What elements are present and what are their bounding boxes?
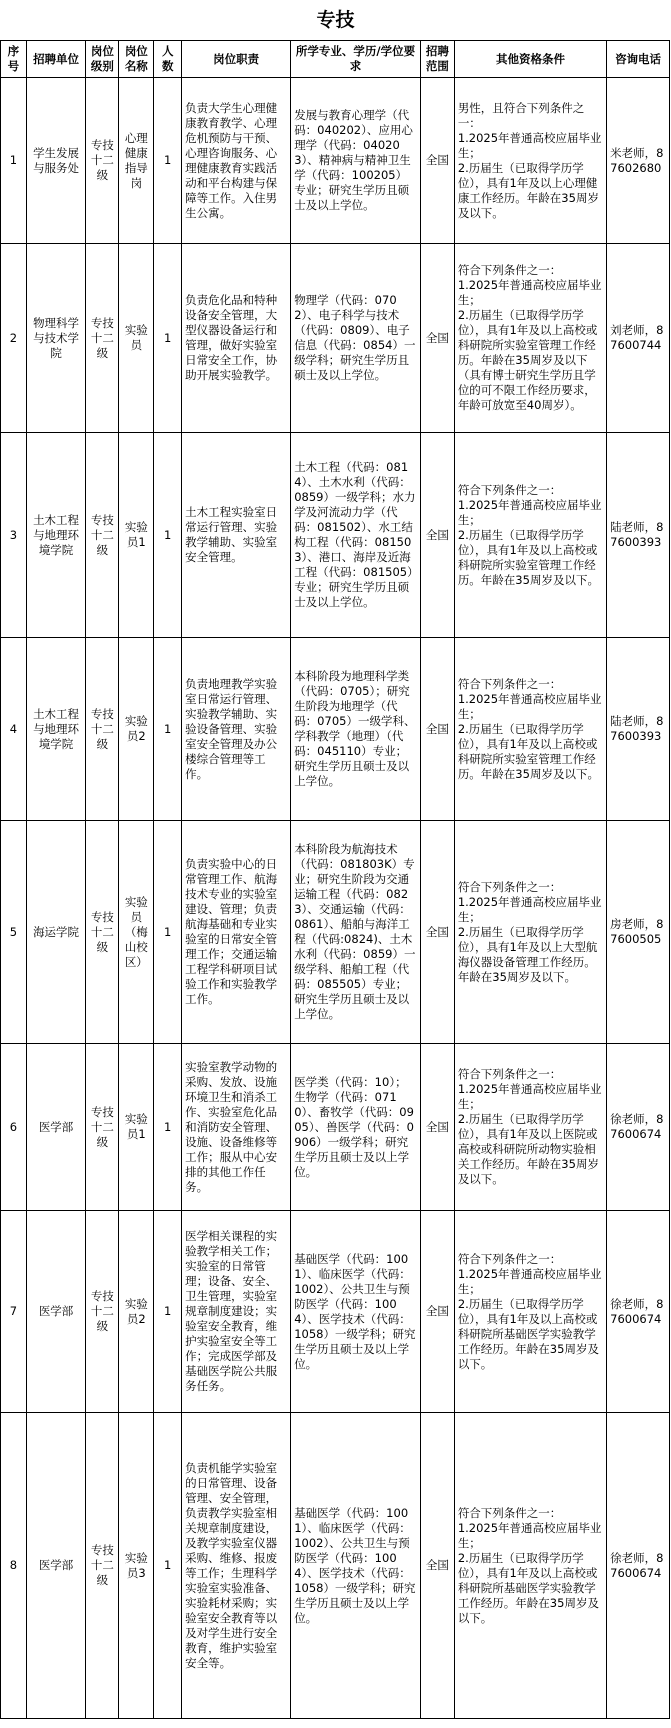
cell-count: 1 [154,433,182,638]
cell-major: 基础医学（代码：1001）、临床医学（代码：1002）、公共卫生与预防医学（代码：1004）、医学技术（代码：1058）一级学科；研究生学历且硕士及以上学位。 [291,1211,421,1413]
table-row [1,1211,670,1413]
cell-no: 4 [1,638,27,821]
cell-position: 实验员2 [119,638,154,821]
cell-level: 专技十二级 [86,821,119,1044]
cell-other: 男性，且符合下列条件之一： 1.2025年普通高校应届毕业生； 2.历届生（已取得学历学位），具有1年及以上心理健康工作经历。年龄在35周岁及以下。 [454,78,606,244]
cell-count: 1 [154,1413,182,1719]
cell-contact: 刘老师，87600744 [607,244,670,433]
table-header-row [1,41,670,78]
cell-contact: 徐老师，87600674 [607,1211,670,1413]
cell-position: 实验员1 [119,1044,154,1211]
table-row [1,78,670,244]
cell-no: 5 [1,821,27,1044]
table-row [1,638,670,821]
cell-count: 1 [154,244,182,433]
cell-contact: 房老师，87600505 [607,821,670,1044]
cell-count: 1 [154,78,182,244]
cell-level: 专技十二级 [86,1211,119,1413]
cell-position: 实验员1 [119,433,154,638]
cell-scope: 全国 [420,244,454,433]
header-position: 岗位名称 [119,41,154,78]
header-count: 人数 [154,41,182,78]
cell-major: 医学类（代码：10）；生物学（代码：0710）、畜牧学（代码：0905）、兽医学（代码：0906）一级学科；研究生学历且硕士及以上学位。 [291,1044,421,1211]
table-row [1,1044,670,1211]
header-major: 所学专业、学历/学位要求 [291,41,421,78]
cell-unit: 物理科学与技术学院 [26,244,86,433]
cell-scope: 全国 [420,821,454,1044]
cell-duty: 医学相关课程的实验教学相关工作；实验室的日常管理；设备、安全、卫生管理，实验室规章制度建设；实验室安全教育，维护实验室安全等工作；完成医学部及基础医学院公共服务任务。 [182,1211,291,1413]
cell-scope: 全国 [420,433,454,638]
cell-scope: 全国 [420,78,454,244]
table-row [1,1413,670,1719]
cell-unit: 土木工程与地理环境学院 [26,433,86,638]
cell-major: 本科阶段为地理科学类（代码：0705）；研究生阶段为地理学（代码：0705）一级学科、学科教学（地理）（代码：045110）专业；研究生学历且硕士及以上学位。 [291,638,421,821]
cell-duty: 土木工程实验室日常运行管理、实验教学辅助、实验室安全管理。 [182,433,291,638]
cell-major: 物理学（代码：0702）、电子科学与技术（代码：0809）、电子信息（代码：0854）一级学科；研究生学历且硕士及以上学位。 [291,244,421,433]
cell-count: 1 [154,1044,182,1211]
cell-duty: 负责大学生心理健康教育教学、心理危机预防与干预、心理咨询服务、心理健康教育实践活动和平台构建与保障等工作。入住男生公寓。 [182,78,291,244]
cell-level: 专技十二级 [86,244,119,433]
cell-contact: 徐老师，87600674 [607,1413,670,1719]
header-level: 岗位级别 [86,41,119,78]
header-contact: 咨询电话 [607,41,670,78]
header-scope: 招聘范围 [420,41,454,78]
cell-unit: 医学部 [26,1413,86,1719]
cell-major: 本科阶段为航海技术（代码：081803K）专业；研究生阶段为交通运输工程（代码：0823）、交通运输（代码：0861）、船舶与海洋工程（代码:0824)、土木水利（代码：0859）一级学科、船舶工程（代码：085505）专业；研究生学历且硕士及以上学位。 [291,821,421,1044]
cell-duty: 负责实验中心的日常管理工作、航海技术专业的实验室建设、管理；负责航海基础和专业实验室的日常安全管理工作；交通运输工程学科研项目试验工作和实验教学工作。 [182,821,291,1044]
cell-unit: 学生发展与服务处 [26,78,86,244]
table-row [1,244,670,433]
cell-no: 8 [1,1413,27,1719]
cell-duty: 负责机能学实验室的日常管理、设备管理、安全管理，负责教学实验室相关规章制度建设，及教学实验室仪器采购、维修、报废等工作；生理科学实验室实验准备、实验耗材采购；实验室安全教育等以及对学生进行安全教育，维护实验室安全等。 [182,1413,291,1719]
cell-other: 符合下列条件之一： 1.2025年普通高校应届毕业生； 2.历届生（已取得学历学位），具有1年及以上高校或科研院所实验室管理工作经历。年龄在35周岁及以下。 [454,638,606,821]
cell-contact: 徐老师，87600674 [607,1044,670,1211]
recruitment-table [0,40,670,1719]
cell-position: 心理健康指导岗 [119,78,154,244]
cell-major: 发展与教育心理学（代码：040202）、应用心理学（代码：040203）、精神病与精神卫生学（代码：100205）专业；研究生学历且硕士及以上学位。 [291,78,421,244]
header-unit: 招聘单位 [26,41,86,78]
cell-other: 符合下列条件之一： 1.2025年普通高校应届毕业生； 2.历届生（已取得学历学位），具有1年及以上高校或科研院所实验室管理工作经历。年龄在35周岁及以下（具有博士研究生学历且学位的可不限工作经历要求，年龄可放宽至40周岁）。 [454,244,606,433]
cell-count: 1 [154,821,182,1044]
cell-position: 实验员2 [119,1211,154,1413]
cell-major: 基础医学（代码：1001）、临床医学（代码：1002）、公共卫生与预防医学（代码：1004）、医学技术（代码：1058）一级学科；研究生学历且硕士及以上学位。 [291,1413,421,1719]
cell-count: 1 [154,638,182,821]
cell-position: 实验员3 [119,1413,154,1719]
cell-unit: 医学部 [26,1211,86,1413]
cell-level: 专技十二级 [86,638,119,821]
page-title: 专技 [316,9,355,31]
cell-scope: 全国 [420,1413,454,1719]
cell-no: 7 [1,1211,27,1413]
cell-unit: 土木工程与地理环境学院 [26,638,86,821]
cell-duty: 负责危化品和特种设备安全管理，大型仪器设备运行和管理，做好实验室日常安全工作，协助开展实验教学。 [182,244,291,433]
cell-position: 实验员（梅山校区） [119,821,154,1044]
cell-contact: 米老师，87602680 [607,78,670,244]
cell-other: 符合下列条件之一： 1.2025年普通高校应届毕业生； 2.历届生（已取得学历学位），具有1年及以上医院或高校或科研院所动物实验相关工作经历。年龄在35周岁及以下。 [454,1044,606,1211]
cell-contact: 陆老师，87600393 [607,638,670,821]
cell-position: 实验员 [119,244,154,433]
cell-no: 1 [1,78,27,244]
cell-scope: 全国 [420,638,454,821]
cell-unit: 海运学院 [26,821,86,1044]
cell-no: 2 [1,244,27,433]
cell-level: 专技十二级 [86,78,119,244]
cell-no: 3 [1,433,27,638]
cell-duty: 负责地理教学实验室日常运行管理、实验教学辅助、实验设备管理、实验室安全管理及办公楼综合管理等工作。 [182,638,291,821]
cell-major: 土木工程（代码：0814）、土木水利（代码：0859）一级学科；水力学及河流动力学（代码：081502）、水工结构工程（代码：081503）、港口、海岸及近海工程（代码：081505）专业；研究生学历且硕士及以上学位。 [291,433,421,638]
cell-contact: 陆老师，87600393 [607,433,670,638]
table-row [1,433,670,638]
cell-level: 专技十二级 [86,1044,119,1211]
cell-other: 符合下列条件之一： 1.2025年普通高校应届毕业生； 2.历届生（已取得学历学位），具有1年及以上大型航海仪器设备管理工作经历。年龄在35周岁及以下。 [454,821,606,1044]
cell-duty: 实验室教学动物的采购、发放、设施环境卫生和消杀工作、实验室危化品和消防安全管理、设施、设备维修等工作；服从中心安排的其他工作任务。 [182,1044,291,1211]
header-no: 序号 [1,41,27,78]
header-duty: 岗位职责 [182,41,291,78]
cell-unit: 医学部 [26,1044,86,1211]
cell-other: 符合下列条件之一： 1.2025年普通高校应届毕业生； 2.历届生（已取得学历学位），具有1年及以上高校或科研院所实验室管理工作经历。年龄在35周岁及以下。 [454,433,606,638]
header-other: 其他资格条件 [454,41,606,78]
cell-other: 符合下列条件之一： 1.2025年普通高校应届毕业生； 2.历届生（已取得学历学位），具有1年及以上高校或科研院所基础医学实验教学工作经历。年龄在35周岁及以下。 [454,1413,606,1719]
cell-level: 专技十二级 [86,1413,119,1719]
cell-scope: 全国 [420,1044,454,1211]
table-row [1,821,670,1044]
cell-level: 专技十二级 [86,433,119,638]
cell-count: 1 [154,1211,182,1413]
cell-other: 符合下列条件之一： 1.2025年普通高校应届毕业生； 2.历届生（已取得学历学位），具有1年及以上高校或科研院所基础医学实验教学工作经历。年龄在35周岁及以下。 [454,1211,606,1413]
cell-no: 6 [1,1044,27,1211]
cell-scope: 全国 [420,1211,454,1413]
